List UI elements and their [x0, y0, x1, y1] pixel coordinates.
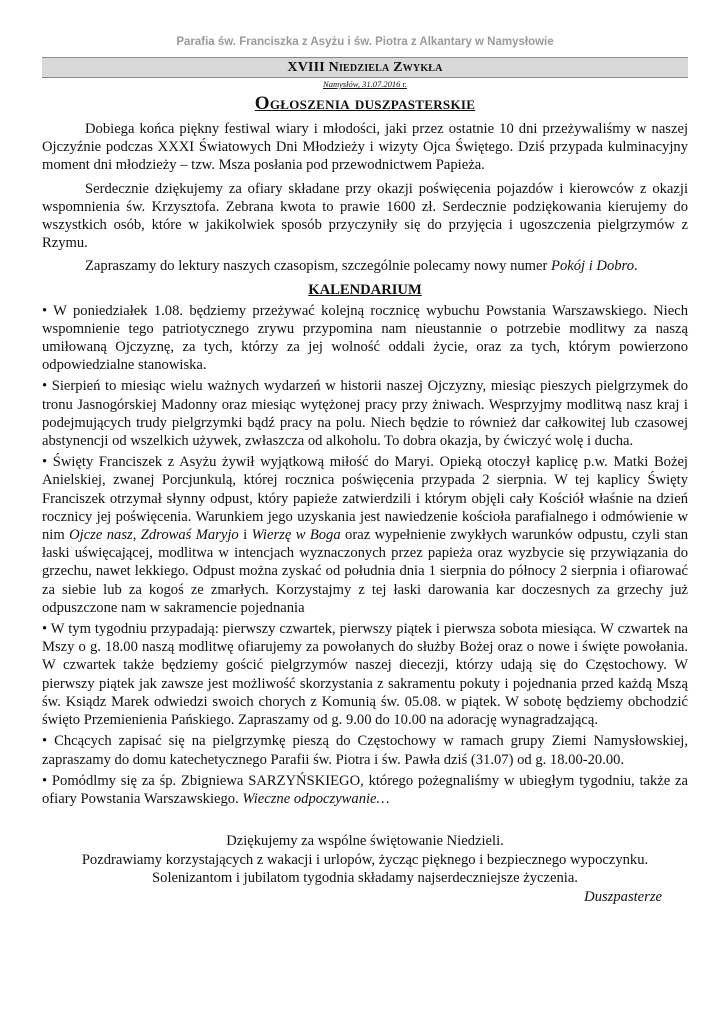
- prayer-our-father: Ojcze nasz: [69, 527, 133, 544]
- calendar-item-6-text: • Pomódlmy się za śp. Zbigniewa SARZYŃSKIEGO, którego pożegnaliśmy w ubiegłym tygodniu, także za ofiary Powstania Warszawskiego.: [42, 772, 688, 807]
- calendar-item-3-part-a: • Święty Franciszek z Asyżu żywił wyjątkową miłość do Maryi. Opieką otoczył kaplicę p.w. Matki Bożej Anielskiej, zwanej Porcjunkulą, której rocznica poświęcenia przypada 2 sierpnia. W tej kaplicy Święty Franciszek otrzymał słynny odpust, który papieże zatwierdzili i którym objęli cały Kościół właśnie na dzień rocznicy jej poświęcenia. Warunkiem jego uzyskania jest nawiedzenie kościoła parafialnego i odmówienie w nim: [42, 454, 688, 544]
- calendar-item-5: • Chcących zapisać się na pielgrzymkę pieszą do Częstochowy w ramach grupy Ziemi Namysłowskiej, zapraszamy do domu katechetycznego Parafii św. Piotra i św. Pawła dziś (31.07) od g. 18.00-20.00.: [42, 733, 688, 768]
- eternal-rest-prayer: Wieczne odpoczywanie…: [242, 790, 390, 807]
- intro-paragraph-2: Serdecznie dziękujemy za ofiary składane przy okazji poświęcenia pojazdów i kierowców z okazji wspomnienia św. Krzysztofa. Zebrana kwota to prawie 1600 zł. Serdecznie podziękowania kierujemy do wszystkich osób, które w jakikolwiek sposób przyczyniły się do przyjęcia i ugoszczenia pielgrzymów z Rzymu.: [42, 180, 688, 252]
- intro-paragraph-1: Dobiega końca piękny festiwal wiary i młodości, jaki przez ostatnie 10 dni przeżywaliśmy w naszej Ojczyźnie podczas XXXI Światowych Dni Młodzieży i wizyty Ojca Świętego. Dziś przypada kulminacyjny moment dni młodzieży – tzw. Msza posłania pod przewodnictwem Papieża.: [42, 121, 688, 174]
- closing-thanks: Dziękujemy za wspólne świętowanie Niedzieli.: [226, 833, 504, 850]
- calendar-title: KALENDARIUM: [308, 281, 422, 298]
- closing-wishes: Solenizantom i jubilatom tygodnia składamy najserdeczniejsze życzenia.: [152, 870, 578, 887]
- parish-header: Parafia św. Franciszka z Asyżu i św. Piotra z Alkantary w Namysłowie: [176, 36, 554, 48]
- calendar-item-3-separator-2: i: [238, 527, 252, 544]
- bulletin-date: Namysłów, 31.07.2016 r.: [323, 79, 407, 89]
- prayer-creed: Wierzę w Boga: [251, 527, 341, 544]
- calendar-item-3-separator-1: ,: [132, 527, 141, 544]
- page-title: Ogłoszenia duszpasterskie: [254, 93, 476, 114]
- intro-paragraph-3: [42, 257, 688, 275]
- closing-section: [42, 832, 688, 888]
- intro-paragraph-3-end: .: [634, 258, 638, 275]
- signature: Duszpasterze: [584, 888, 662, 905]
- calendar-item-6: [42, 772, 688, 808]
- calendar-item-3: [42, 453, 688, 617]
- magazine-title: Pokój i Dobro: [551, 258, 634, 275]
- intro-paragraph-3-text: Zapraszamy do lektury naszych czasopism, szczególnie polecamy nowy numer: [85, 258, 552, 275]
- sunday-banner: XVIII Niedziela Zwykła: [42, 57, 688, 78]
- closing-greetings: Pozdrawiamy korzystających z wakacji i urlopów, życząc pięknego i bezpiecznego wypoczynku.: [81, 851, 649, 868]
- calendar-item-4: • W tym tygodniu przypadają: pierwszy czwartek, pierwszy piątek i pierwsza sobota miesiąca. W czwartek na Mszy o g. 18.00 naszą modlitwę ofiarujemy za powołanych do służby Bożej oraz o nowe i święte powołania. W czwartek także będziemy gościć pielgrzymów naszej diecezji, którzy udają się do Częstochowy. W pierwszy piątek jak zawsze jest możliwość skorzystania z sakramentu pokuty i pojednania przed każdą Mszą św. Ksiądz Marek odwiedzi swoich chorych z Komunią św. 05.08. w piątek. W sobotę będziemy obchodzić święto Przemienienia Pańskiego. Zapraszamy od g. 9.00 do 10.00 na adorację wynagradzającą.: [42, 621, 688, 729]
- prayer-hail-mary: Zdrowaś Maryjo: [140, 527, 239, 544]
- calendar-item-1: • W poniedziałek 1.08. będziemy przeżywać kolejną rocznicę wybuchu Powstania Warszawskiego. Niech wspomnienie tego patriotycznego zrywu przypomina nam nieustannie o potrzebie modlitwy za naszą umiłowaną Ojczyznę, za tych, którzy za jej wolność oddali życie, oraz za tych, którym powierzono odpowiedzialne stanowiska.: [42, 302, 688, 374]
- calendar-item-3-part-b: oraz wypełnienie zwykłych warunków odpustu, czyli stan łaski uświęcającej, modlitwa w intencjach wyznaczonych przez papieża oraz wyzbycie się przywiązania do grzechu, nawet lekkiego. Odpust można zyskać od południa dnia 1 sierpnia do północy 2 sierpnia i ofiarować za siebie lub za kogoś ze zmarłych. Korzystajmy z tej łaski darowania kar doczesnych za grzechy już odpuszczone nam w sakramencie pojednania: [42, 527, 688, 616]
- calendar-item-2: • Sierpień to miesiąc wielu ważnych wydarzeń w historii naszej Ojczyzny, miesiąc pieszych pielgrzymek do tronu Jasnogórskiej Madonny oraz miesiąc wytężonej pracy przy żniwach. Wesprzyjmy modlitwą nasz kraj i podejmujących trudy pielgrzymki bądź pracy na polu. Niech będzie to również dar całkowitej lub czasowej abstynencji od wszelkich używek, zwłaszcza od alkoholu. To dobra okazja, by ćwiczyć wolę i ducha.: [42, 378, 688, 450]
